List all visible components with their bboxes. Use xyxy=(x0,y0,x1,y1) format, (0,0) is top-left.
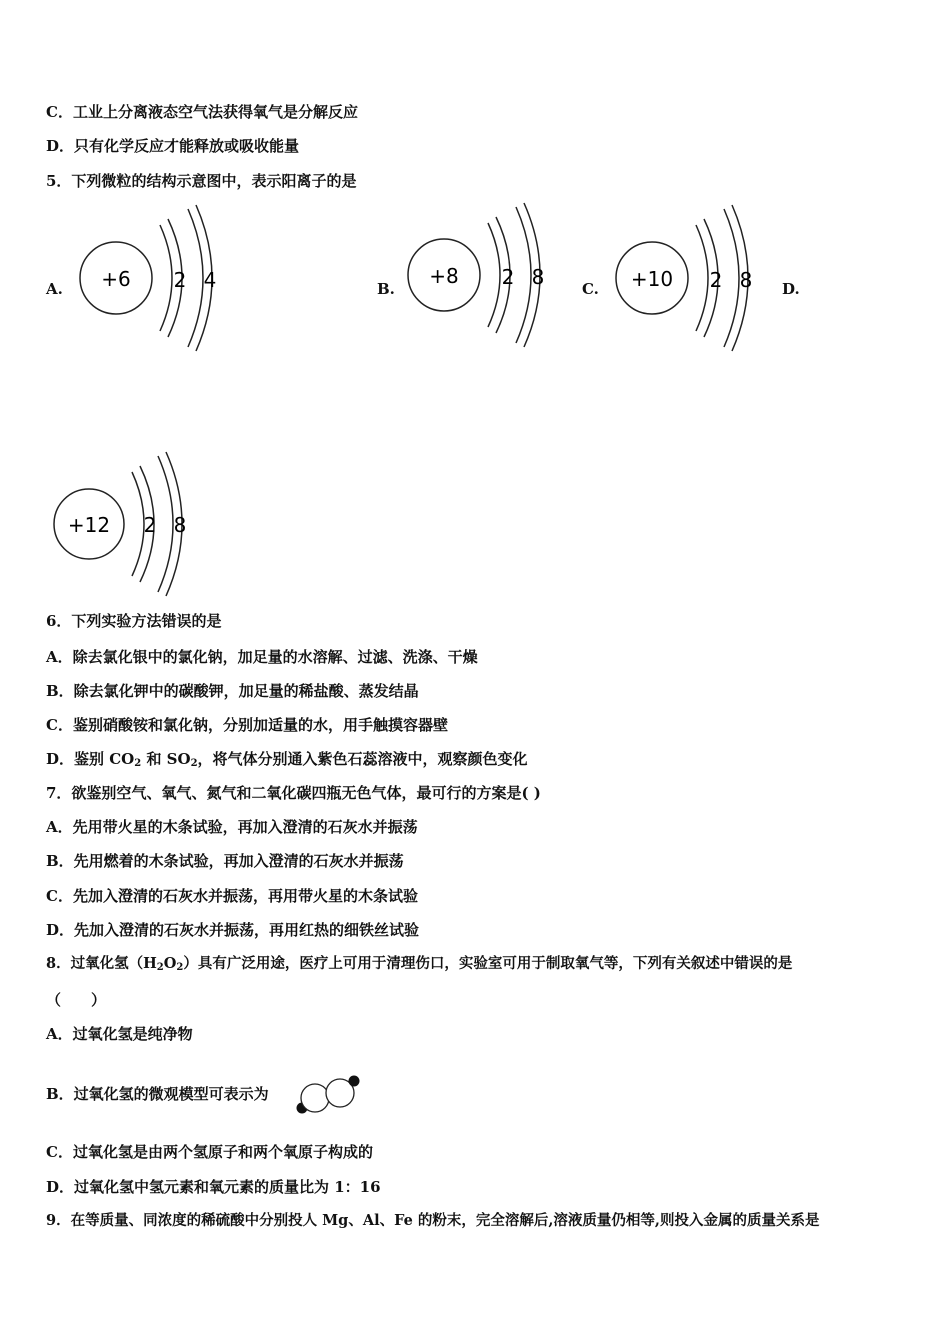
atom-diagram-a xyxy=(78,205,228,355)
atom-diagram-d xyxy=(52,452,202,602)
q5-option-a-label: A. xyxy=(46,280,63,298)
q5-option-d-label: D. xyxy=(782,280,800,298)
q7-option-d: D．先加入澄清的石灰水并振荡，再用红热的细铁丝试验 xyxy=(46,921,420,939)
shell-2-count: 8 xyxy=(173,513,187,537)
q6-option-d: D．鉴别 $CO_2$ 和 $SO_2$，将气体分别通入紫色石蕊溶液中，观察颜色变化 xyxy=(46,750,528,769)
q6-option-c: C．鉴别硝酸铵和氯化钠，分别加适量的水，用手触摸容器壁 xyxy=(46,716,448,734)
question-5: 5．下列微粒的结构示意图中，表示阳离子的是 xyxy=(46,172,357,190)
shell-2-count: 8 xyxy=(531,265,545,289)
shell-2-count: 8 xyxy=(739,268,753,292)
q6-option-b: B．除去氯化钾中的碳酸钾，加足量的稀盐酸、蒸发结晶 xyxy=(46,682,419,700)
h2o2-molecule-model xyxy=(294,1074,360,1116)
shell-1-count: 2 xyxy=(143,513,157,537)
question-8: 8．过氧化氢$(H_2O_2)$具有广泛用途，医疗上可用于清理伤口，实验室可用于制取氧气等，下列有关叙述中错误的是 xyxy=(46,955,793,973)
question-9: 9．在等质量、同浓度的稀硫酸中分别投人 Mg、Al、Fe 的粉末，完全溶解后,溶液质量仍相等,则投入金属的质量关系是 xyxy=(46,1212,820,1229)
shell-1-count: 2 xyxy=(501,265,515,289)
shell-1-count: 2 xyxy=(709,268,723,292)
nucleus-charge: +10 xyxy=(630,267,674,291)
shell-2-count: 4 xyxy=(203,268,217,292)
q5-option-b-label: B. xyxy=(377,280,395,298)
hydrogen-atom xyxy=(349,1076,360,1087)
question-6: 6．下列实验方法错误的是 xyxy=(46,612,222,630)
q7-option-c: C．先加入澄清的石灰水并振荡，再用带火星的木条试验 xyxy=(46,887,418,905)
nucleus-charge: +6 xyxy=(101,267,131,291)
q8-option-a: A．过氧化氢是纯净物 xyxy=(46,1025,193,1043)
q7-option-b: B．先用燃着的木条试验，再加入澄清的石灰水并振荡 xyxy=(46,852,404,870)
q5-option-c-label: C. xyxy=(582,280,599,298)
q8-option-d: D．过氧化氢中氢元素和氧元素的质量比为 1：16 xyxy=(46,1178,381,1196)
q8-option-b: B．过氧化氢的微观模型可表示为 xyxy=(46,1085,269,1103)
q8-option-c: C．过氧化氢是由两个氢原子和两个氧原子构成的 xyxy=(46,1143,373,1161)
q6-option-a: A．除去氯化银中的氯化钠，加足量的水溶解、过滤、洗涤、干燥 xyxy=(46,648,478,666)
oxygen-atom xyxy=(301,1084,329,1112)
question-7: 7．欲鉴别空气、氧气、氮气和二氧化碳四瓶无色气体，最可行的方案是( ) xyxy=(46,784,541,802)
nucleus-charge: +12 xyxy=(67,513,111,537)
q7-option-a: A．先用带火星的木条试验，再加入澄清的石灰水并振荡 xyxy=(46,818,418,836)
atom-diagram-c xyxy=(614,205,764,355)
option-d-previous: D．只有化学反应才能释放或吸收能量 xyxy=(46,137,300,155)
nucleus-charge: +8 xyxy=(429,264,459,288)
question-8-paren: （ ） xyxy=(46,991,107,1009)
shell-1-count: 2 xyxy=(173,268,187,292)
atom-diagram-b xyxy=(406,205,556,355)
option-c-previous: C．工业上分离液态空气法获得氧气是分解反应 xyxy=(46,103,358,121)
